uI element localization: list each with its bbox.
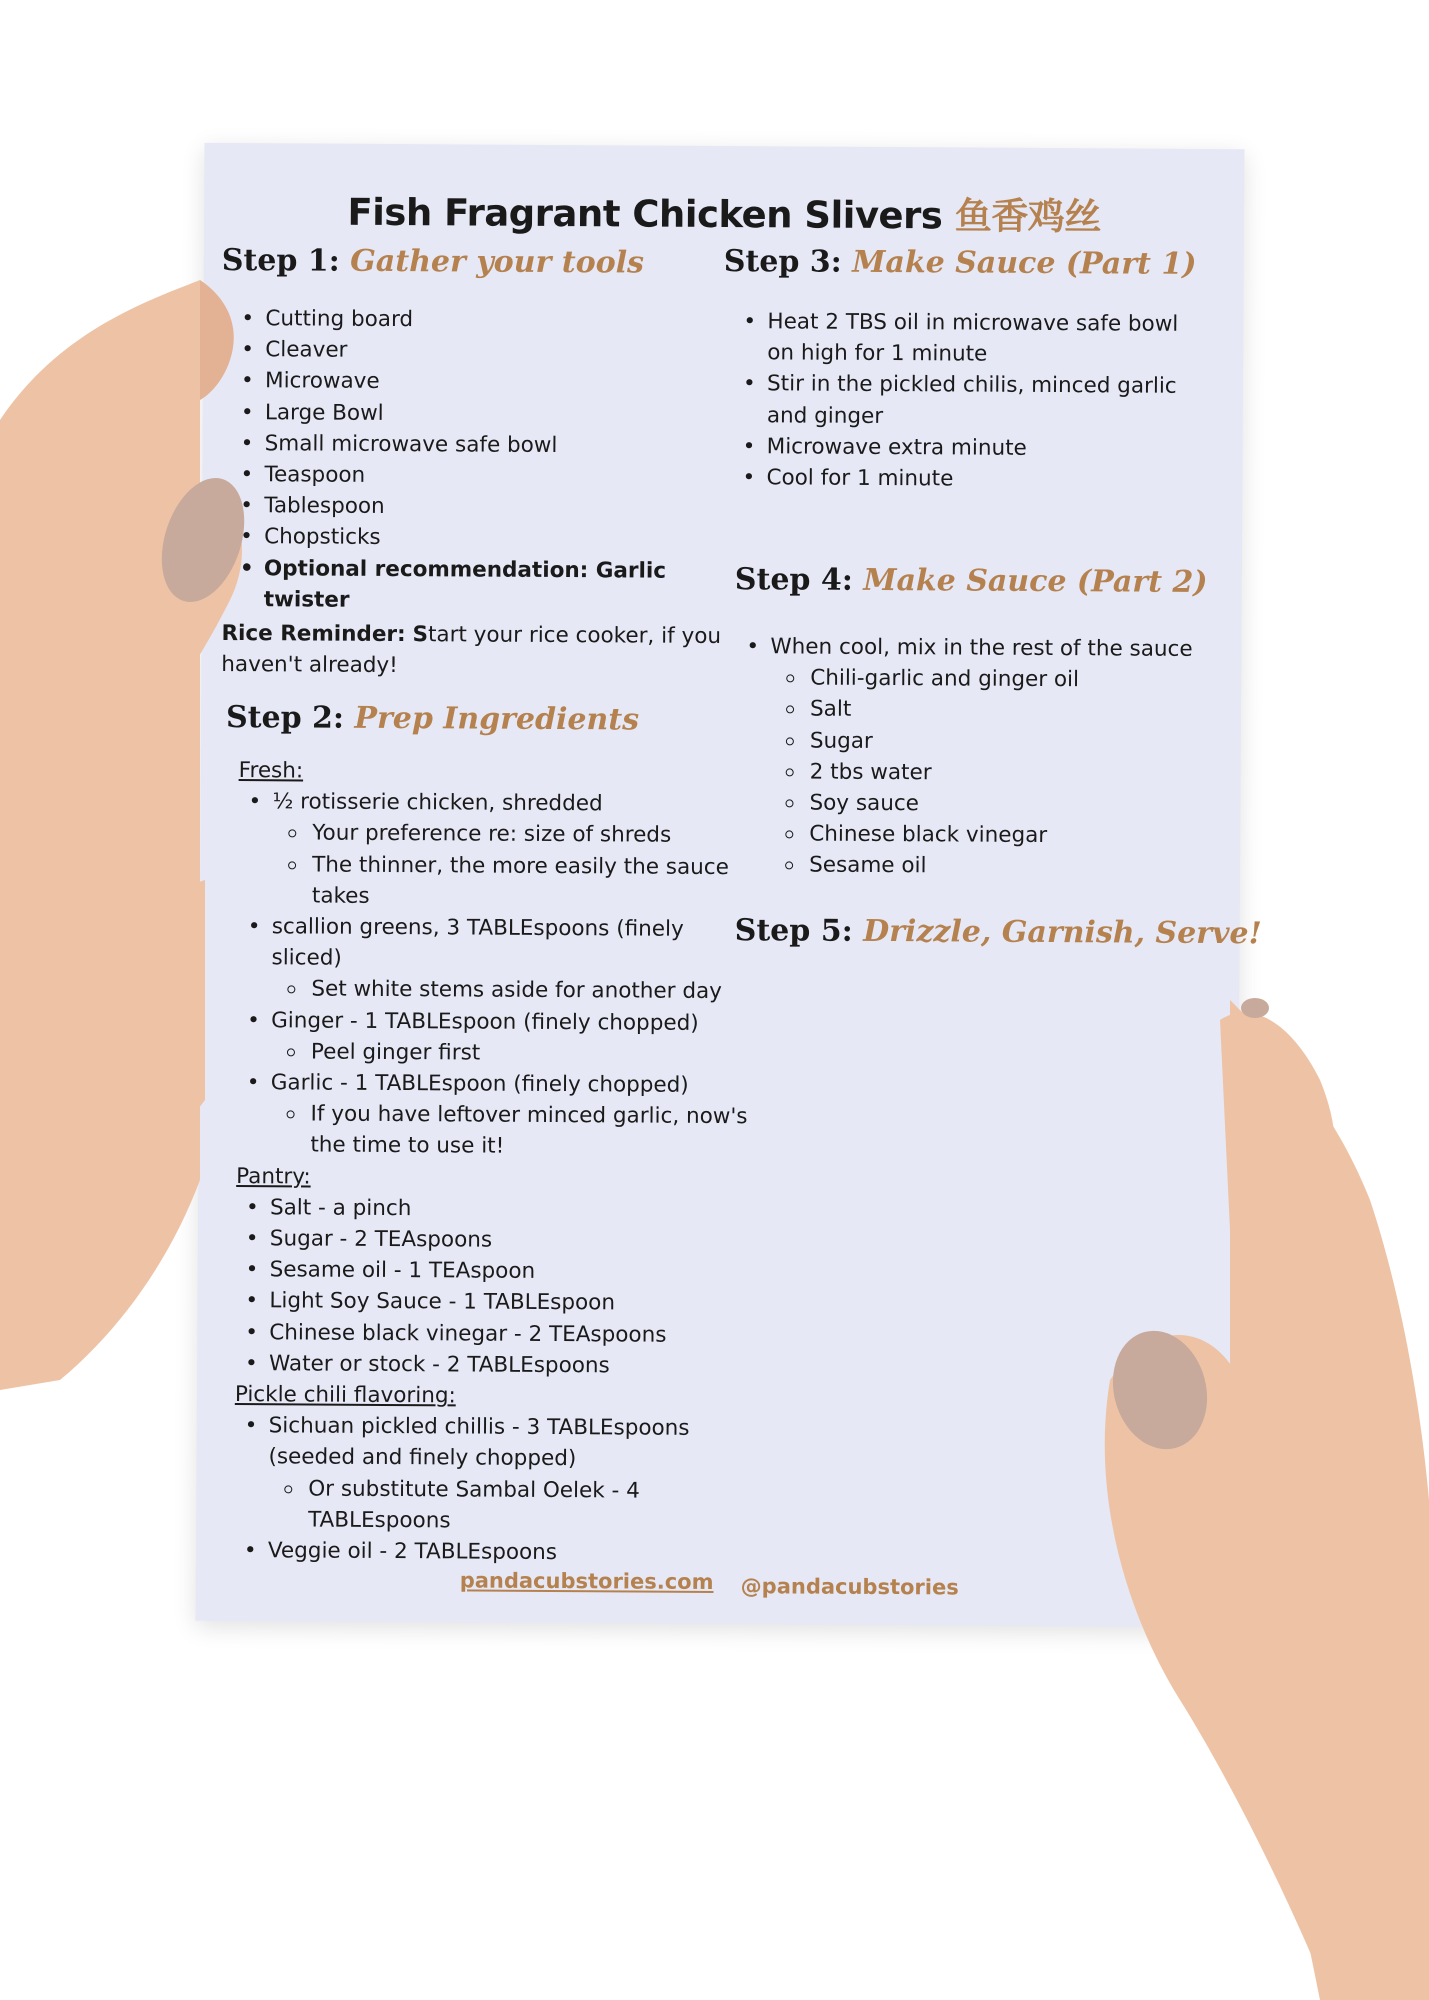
step4-title: Make Sauce (Part 2)	[863, 562, 1208, 600]
step5-heading: Step 5: Drizzle, Garnish, Serve!	[734, 913, 1262, 952]
list-item: • Microwave	[265, 366, 751, 400]
pantry-label: Pantry:	[236, 1163, 311, 1190]
step2-label: Step 2	[225, 699, 334, 736]
pickle-label: Pickle chili flavoring:	[234, 1382, 456, 1409]
step4-label: Step 4	[734, 562, 842, 598]
reminder-text: tart your rice cooker, if you haven't already!	[221, 622, 722, 679]
list-item: The thinner, the more easily the sauce takes	[312, 849, 758, 914]
list-item: Soy sauce	[809, 788, 1195, 822]
step1-title: Gather your tools	[350, 243, 645, 281]
title-en: Fish Fragrant Chicken Slivers	[347, 190, 943, 238]
step4-heading: Step 4: Make Sauce (Part 2)	[734, 562, 1208, 600]
step3-label: Step 3	[723, 244, 831, 280]
list-item: • Sugar - 2 TEAspoons	[270, 1223, 756, 1257]
list-item: 2 tbs water	[810, 756, 1196, 790]
list-item: • Chinese black vinegar - 2 TEAspoons	[269, 1317, 755, 1351]
list-item: • Light Soy Sauce - 1 TABLEspoon	[269, 1286, 755, 1320]
list-item: Salt	[810, 694, 1196, 728]
list-item: • Optional recommendation: Garlic twister	[264, 553, 750, 618]
step4-item: When cool, mix in the rest of the sauce	[770, 634, 1193, 662]
list-item: • Heat 2 TBS oil in microwave safe bowl on high for 1 minute	[767, 306, 1193, 371]
list-item: • Teaspoon	[264, 459, 750, 493]
step1-label: Step 1	[221, 242, 329, 279]
list-item: • Salt - a pinch	[270, 1192, 756, 1226]
list-item: If you have leftover minced garlic, now's the time to use it!	[310, 1099, 756, 1164]
list-item: • Tablespoon	[264, 490, 750, 524]
step2-title: Prep Ingredients	[354, 700, 640, 738]
list-item: Set white stems aside for another day	[311, 974, 757, 1008]
list-item: Peel ginger first	[311, 1036, 757, 1070]
step1-heading: Step 1: Gather your tools	[221, 242, 645, 281]
ingredient-chicken: ½ rotisserie chicken, shredded	[272, 789, 603, 817]
list-item: Your preference re: size of shreds	[312, 818, 758, 852]
list-item: • Cutting board	[265, 303, 751, 337]
title-zh: 鱼香鸡丝	[954, 194, 1101, 239]
list-item: • Water or stock - 2 TABLEspoons	[269, 1348, 755, 1382]
list-item: Or substitute Sambal Oelek - 4 TABLEspoons	[308, 1473, 754, 1538]
fresh-label: Fresh:	[238, 758, 304, 784]
list-item: • Cool for 1 minute	[766, 462, 1192, 496]
step5-title: Drizzle, Garnish, Serve!	[863, 913, 1262, 952]
ingredient-ginger: Ginger - 1 TABLEspoon (finely chopped)	[271, 1007, 699, 1036]
list-item: • Small microwave safe bowl	[265, 428, 751, 462]
list-item: • Large Bowl	[265, 397, 751, 431]
right-hand	[1100, 998, 1429, 2000]
ingredient-chillis: Sichuan pickled chillis - 3 TABLEspoons (seeded and finely chopped)	[268, 1413, 690, 1472]
ingredient-garlic: Garlic - 1 TABLEspoon (finely chopped)	[270, 1070, 689, 1098]
left-hand	[0, 280, 259, 1390]
website-link[interactable]: pandacubstories.com	[459, 1568, 714, 1594]
step3-heading: Step 3: Make Sauce (Part 1)	[723, 244, 1197, 282]
right-fingernail	[1241, 998, 1269, 1018]
step3-title: Make Sauce (Part 1)	[852, 244, 1197, 282]
step2-heading: Step 2: Prep Ingredients	[225, 699, 640, 738]
list-item: • Stir in the pickled chilis, minced garlic and ginger	[767, 369, 1193, 434]
list-item: • Cleaver	[265, 334, 751, 368]
list-item: Chinese black vinegar	[809, 819, 1195, 853]
reminder-s: S	[412, 622, 429, 648]
ingredient-scallion: scallion greens, 3 TABLEspoons (finely sliced)	[271, 914, 684, 971]
list-item: Sugar	[810, 725, 1196, 759]
list-item: Chili-garlic and ginger oil	[810, 663, 1196, 697]
list-item: • Chopsticks	[264, 522, 750, 556]
step5-label: Step 5	[734, 913, 842, 949]
social-handle: @pandacubstories	[740, 1574, 959, 1600]
list-item: • Veggie oil - 2 TABLEspoons	[268, 1535, 754, 1569]
list-item: Sesame oil	[809, 850, 1195, 884]
list-item: • Microwave extra minute	[767, 431, 1193, 465]
reminder-bold: Rice Reminder:	[221, 620, 406, 648]
list-item: • Sesame oil - 1 TEAspoon	[270, 1255, 756, 1289]
